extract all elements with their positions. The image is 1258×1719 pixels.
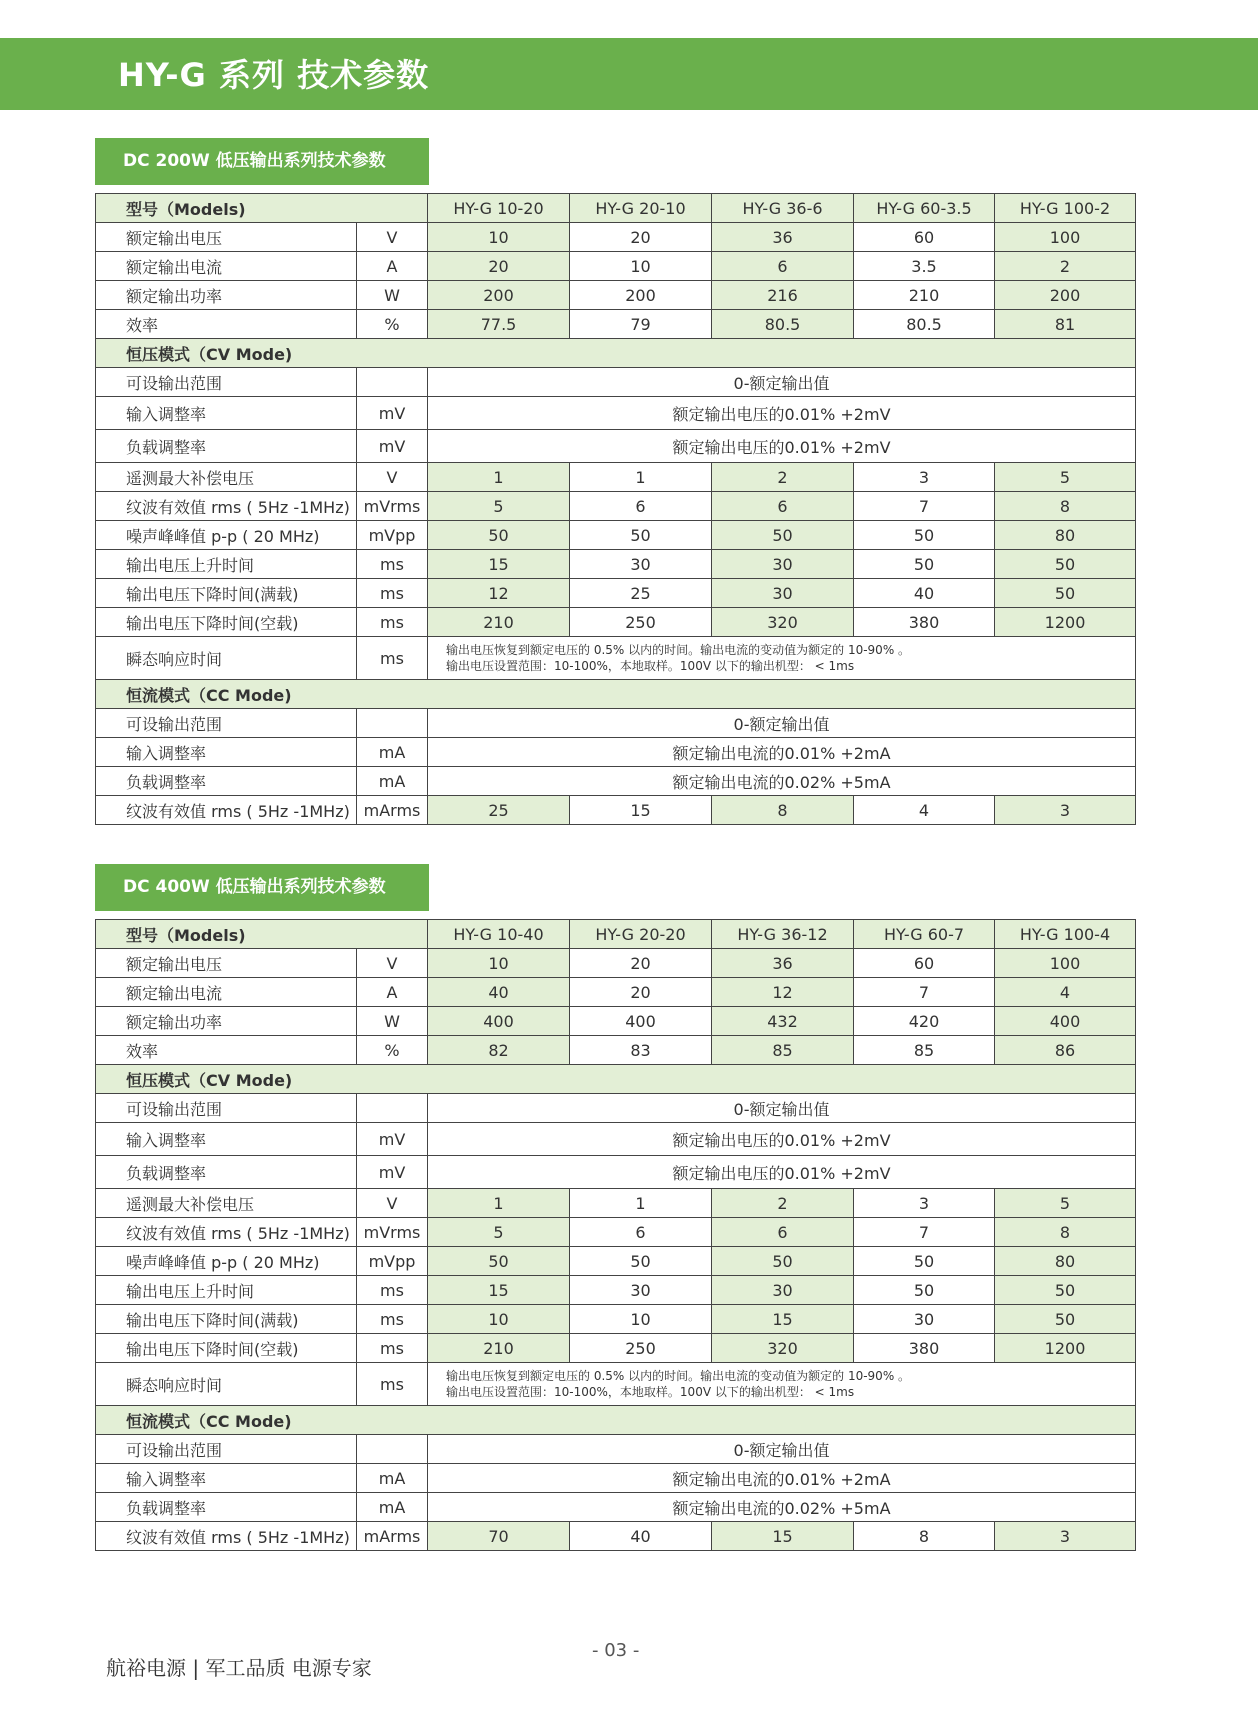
- value-cell: 15: [428, 550, 570, 579]
- value-cell: 36: [712, 223, 854, 252]
- value-cell: 50: [995, 579, 1136, 608]
- model-cell: HY-G 36-6: [712, 194, 854, 223]
- table-row: [96, 978, 1136, 1007]
- value-cell: 3.5: [854, 252, 995, 281]
- param-unit: mArms: [357, 1522, 428, 1551]
- param-name: 额定输出电压: [96, 949, 357, 978]
- param-unit: %: [357, 1036, 428, 1065]
- param-name: 额定输出电流: [96, 978, 357, 1007]
- value-cell: 1: [428, 463, 570, 492]
- table-row: [96, 281, 1136, 310]
- value-cell: 100: [995, 949, 1136, 978]
- param-name: 输出电压上升时间: [96, 550, 357, 579]
- value-cell: 50: [854, 1247, 995, 1276]
- note-line-1: 输出电压恢复到额定电压的 0.5% 以内的时间。输出电流的变动值为额定的 10-90% 。: [446, 1369, 911, 1383]
- value-cell: 40: [570, 1522, 712, 1551]
- value-cell: 7: [854, 978, 995, 1007]
- table-row: [96, 310, 1136, 339]
- value-cell: 10: [428, 1305, 570, 1334]
- value-cell: 50: [995, 1305, 1136, 1334]
- merged-value: 额定输出电压的0.01% +2mV: [428, 1156, 1136, 1189]
- table-row: [96, 1156, 1136, 1189]
- table-row: [96, 738, 1136, 767]
- transient-note: [428, 1363, 1136, 1406]
- value-cell: 200: [570, 281, 712, 310]
- value-cell: 30: [712, 550, 854, 579]
- param-unit: mVpp: [357, 1247, 428, 1276]
- param-name: 遥测最大补偿电压: [96, 1189, 357, 1218]
- param-name: 输出电压下降时间(空载): [96, 608, 357, 637]
- model-cell: HY-G 36-12: [712, 920, 854, 949]
- page-title: HY-G 系列 技术参数: [118, 56, 430, 94]
- value-cell: 80.5: [854, 310, 995, 339]
- cc-mode-header: [96, 1406, 1136, 1435]
- table-row: [96, 1036, 1136, 1065]
- value-cell: 40: [428, 978, 570, 1007]
- value-cell: 1200: [995, 608, 1136, 637]
- cc-mode-label: 恒流模式（CC Mode): [96, 680, 1136, 709]
- value-cell: 200: [995, 281, 1136, 310]
- value-cell: 5: [995, 1189, 1136, 1218]
- param-unit: W: [357, 1007, 428, 1036]
- table-row: [96, 1334, 1136, 1363]
- param-name: 效率: [96, 310, 357, 339]
- value-cell: 30: [570, 550, 712, 579]
- param-unit: mA: [357, 767, 428, 796]
- value-cell: 20: [428, 252, 570, 281]
- value-cell: 50: [995, 1276, 1136, 1305]
- value-cell: 420: [854, 1007, 995, 1036]
- param-unit: V: [357, 1189, 428, 1218]
- value-cell: 7: [854, 492, 995, 521]
- table-row: [96, 1493, 1136, 1522]
- table-row: [96, 1435, 1136, 1464]
- value-cell: 3: [854, 463, 995, 492]
- value-cell: 210: [428, 1334, 570, 1363]
- param-unit: ms: [357, 1276, 428, 1305]
- table-row: [96, 637, 1136, 680]
- table-row: [96, 1464, 1136, 1493]
- param-name: 输入调整率: [96, 738, 357, 767]
- value-cell: 81: [995, 310, 1136, 339]
- value-cell: 2: [712, 1189, 854, 1218]
- value-cell: 200: [428, 281, 570, 310]
- merged-value: 额定输出电压的0.01% +2mV: [428, 397, 1136, 430]
- param-name: 负载调整率: [96, 767, 357, 796]
- value-cell: 83: [570, 1036, 712, 1065]
- value-cell: 6: [712, 1218, 854, 1247]
- value-cell: 216: [712, 281, 854, 310]
- table-row: [96, 521, 1136, 550]
- value-cell: 30: [712, 1276, 854, 1305]
- param-unit: ms: [357, 550, 428, 579]
- param-name: 可设输出范围: [96, 1435, 357, 1464]
- section-title-400w: DC 400W 低压输出系列技术参数: [95, 864, 429, 911]
- param-unit: mV: [357, 430, 428, 463]
- table-row: [96, 1123, 1136, 1156]
- spec-table-400w: [95, 919, 1136, 1551]
- value-cell: 12: [712, 978, 854, 1007]
- table-row: [96, 430, 1136, 463]
- cv-mode-header: [96, 339, 1136, 368]
- cv-mode-label: 恒压模式（CV Mode): [96, 1065, 1136, 1094]
- footer-slogan: 航裕电源 | 军工品质 电源专家: [106, 1656, 372, 1680]
- value-cell: 20: [570, 978, 712, 1007]
- value-cell: 50: [570, 521, 712, 550]
- param-unit: ms: [357, 1363, 428, 1406]
- param-unit: mA: [357, 738, 428, 767]
- value-cell: 6: [570, 492, 712, 521]
- param-unit: V: [357, 463, 428, 492]
- cv-mode-label: 恒压模式（CV Mode): [96, 339, 1136, 368]
- merged-value: 额定输出电流的0.02% +5mA: [428, 767, 1136, 796]
- param-unit: mV: [357, 397, 428, 430]
- value-cell: 82: [428, 1036, 570, 1065]
- page-number: - 03 -: [592, 1640, 640, 1661]
- param-name: 效率: [96, 1036, 357, 1065]
- merged-value: 0-额定输出值: [428, 1094, 1136, 1123]
- value-cell: 80: [995, 521, 1136, 550]
- param-unit: V: [357, 949, 428, 978]
- value-cell: 8: [995, 1218, 1136, 1247]
- value-cell: 50: [712, 521, 854, 550]
- value-cell: 85: [712, 1036, 854, 1065]
- cv-mode-header: [96, 1065, 1136, 1094]
- table-row: [96, 1522, 1136, 1551]
- param-name: 额定输出电压: [96, 223, 357, 252]
- param-name: 输入调整率: [96, 1464, 357, 1493]
- value-cell: 85: [854, 1036, 995, 1065]
- param-name: 纹波有效值 rms ( 5Hz -1MHz): [96, 492, 357, 521]
- value-cell: 77.5: [428, 310, 570, 339]
- table-row: [96, 579, 1136, 608]
- value-cell: 36: [712, 949, 854, 978]
- value-cell: 6: [712, 492, 854, 521]
- table-row: [96, 223, 1136, 252]
- value-cell: 70: [428, 1522, 570, 1551]
- param-name: 遥测最大补偿电压: [96, 463, 357, 492]
- merged-value: 额定输出电流的0.01% +2mA: [428, 1464, 1136, 1493]
- value-cell: 15: [712, 1305, 854, 1334]
- param-name: 输出电压下降时间(满载): [96, 1305, 357, 1334]
- model-cell: HY-G 60-3.5: [854, 194, 995, 223]
- param-name: 瞬态响应时间: [96, 637, 357, 680]
- value-cell: 25: [428, 796, 570, 825]
- value-cell: 320: [712, 608, 854, 637]
- value-cell: 50: [428, 1247, 570, 1276]
- value-cell: 10: [428, 949, 570, 978]
- table-row: [96, 1305, 1136, 1334]
- param-unit: mVrms: [357, 1218, 428, 1247]
- table-row: [96, 1094, 1136, 1123]
- param-unit: ms: [357, 608, 428, 637]
- table-row: [96, 368, 1136, 397]
- param-name: 噪声峰峰值 p-p ( 20 MHz): [96, 1247, 357, 1276]
- value-cell: 10: [570, 1305, 712, 1334]
- param-unit: ms: [357, 1334, 428, 1363]
- merged-value: 额定输出电流的0.01% +2mA: [428, 738, 1136, 767]
- param-name: 输出电压下降时间(满载): [96, 579, 357, 608]
- param-unit: mA: [357, 1493, 428, 1522]
- value-cell: 400: [995, 1007, 1136, 1036]
- model-cell: HY-G 20-10: [570, 194, 712, 223]
- model-cell: HY-G 60-7: [854, 920, 995, 949]
- param-name: 输出电压下降时间(空载): [96, 1334, 357, 1363]
- param-unit: [357, 368, 428, 397]
- value-cell: 400: [428, 1007, 570, 1036]
- model-cell: HY-G 10-40: [428, 920, 570, 949]
- value-cell: 10: [428, 223, 570, 252]
- value-cell: 1: [428, 1189, 570, 1218]
- note-line-1: 输出电压恢复到额定电压的 0.5% 以内的时间。输出电流的变动值为额定的 10-90% 。: [446, 643, 911, 657]
- value-cell: 1: [570, 463, 712, 492]
- table-row: [96, 949, 1136, 978]
- value-cell: 30: [570, 1276, 712, 1305]
- value-cell: 60: [854, 223, 995, 252]
- param-name: 负载调整率: [96, 1156, 357, 1189]
- value-cell: 2: [712, 463, 854, 492]
- value-cell: 8: [854, 1522, 995, 1551]
- param-unit: mArms: [357, 796, 428, 825]
- models-label: 型号（Models): [96, 920, 428, 949]
- value-cell: 100: [995, 223, 1136, 252]
- param-unit: V: [357, 223, 428, 252]
- param-unit: A: [357, 252, 428, 281]
- value-cell: 50: [854, 550, 995, 579]
- value-cell: 10: [570, 252, 712, 281]
- param-unit: [357, 1094, 428, 1123]
- value-cell: 7: [854, 1218, 995, 1247]
- table-row: [96, 1007, 1136, 1036]
- param-unit: W: [357, 281, 428, 310]
- value-cell: 20: [570, 949, 712, 978]
- value-cell: 86: [995, 1036, 1136, 1065]
- param-unit: ms: [357, 1305, 428, 1334]
- param-name: 额定输出功率: [96, 281, 357, 310]
- value-cell: 50: [712, 1247, 854, 1276]
- param-unit: [357, 709, 428, 738]
- param-name: 可设输出范围: [96, 1094, 357, 1123]
- table-row: [96, 1363, 1136, 1406]
- value-cell: 20: [570, 223, 712, 252]
- param-name: 纹波有效值 rms ( 5Hz -1MHz): [96, 796, 357, 825]
- value-cell: 50: [570, 1247, 712, 1276]
- spec-table-200w: [95, 193, 1136, 825]
- param-name: 额定输出电流: [96, 252, 357, 281]
- param-name: 输出电压上升时间: [96, 1276, 357, 1305]
- value-cell: 4: [995, 978, 1136, 1007]
- param-unit: mVrms: [357, 492, 428, 521]
- value-cell: 2: [995, 252, 1136, 281]
- table-row: [96, 1247, 1136, 1276]
- transient-note: [428, 637, 1136, 680]
- model-cell: HY-G 10-20: [428, 194, 570, 223]
- table-row: [96, 709, 1136, 738]
- value-cell: 3: [995, 1522, 1136, 1551]
- value-cell: 380: [854, 1334, 995, 1363]
- table-row: [96, 1218, 1136, 1247]
- value-cell: 380: [854, 608, 995, 637]
- value-cell: 15: [712, 1522, 854, 1551]
- merged-value: 0-额定输出值: [428, 1435, 1136, 1464]
- param-name: 输入调整率: [96, 397, 357, 430]
- param-name: 额定输出功率: [96, 1007, 357, 1036]
- value-cell: 400: [570, 1007, 712, 1036]
- note-line-2: 输出电压设置范围：10-100%，本地取样。100V 以下的输出机型： < 1ms: [446, 1385, 855, 1399]
- param-unit: ms: [357, 579, 428, 608]
- value-cell: 15: [570, 796, 712, 825]
- value-cell: 432: [712, 1007, 854, 1036]
- param-name: 可设输出范围: [96, 709, 357, 738]
- merged-value: 0-额定输出值: [428, 368, 1136, 397]
- param-name: 负载调整率: [96, 430, 357, 463]
- model-cell: HY-G 20-20: [570, 920, 712, 949]
- table-row: [96, 608, 1136, 637]
- value-cell: 50: [428, 521, 570, 550]
- param-name: 纹波有效值 rms ( 5Hz -1MHz): [96, 1522, 357, 1551]
- table-row: [96, 252, 1136, 281]
- merged-value: 额定输出电压的0.01% +2mV: [428, 430, 1136, 463]
- cc-mode-header: [96, 680, 1136, 709]
- value-cell: 3: [995, 796, 1136, 825]
- table-row: [96, 1276, 1136, 1305]
- param-unit: mV: [357, 1123, 428, 1156]
- value-cell: 210: [854, 281, 995, 310]
- models-label: 型号（Models): [96, 194, 428, 223]
- param-unit: A: [357, 978, 428, 1007]
- table-row: [96, 796, 1136, 825]
- value-cell: 1200: [995, 1334, 1136, 1363]
- value-cell: 8: [995, 492, 1136, 521]
- table-row: [96, 767, 1136, 796]
- value-cell: 60: [854, 949, 995, 978]
- merged-value: 额定输出电压的0.01% +2mV: [428, 1123, 1136, 1156]
- param-name: 噪声峰峰值 p-p ( 20 MHz): [96, 521, 357, 550]
- value-cell: 30: [712, 579, 854, 608]
- value-cell: 250: [570, 608, 712, 637]
- value-cell: 6: [570, 1218, 712, 1247]
- value-cell: 4: [854, 796, 995, 825]
- param-name: 瞬态响应时间: [96, 1363, 357, 1406]
- param-name: 输入调整率: [96, 1123, 357, 1156]
- param-unit: mVpp: [357, 521, 428, 550]
- model-cell: HY-G 100-4: [995, 920, 1136, 949]
- models-row: [96, 920, 1136, 949]
- table-row: [96, 1189, 1136, 1218]
- value-cell: 6: [712, 252, 854, 281]
- value-cell: 40: [854, 579, 995, 608]
- value-cell: 1: [570, 1189, 712, 1218]
- value-cell: 5: [995, 463, 1136, 492]
- value-cell: 3: [854, 1189, 995, 1218]
- value-cell: 12: [428, 579, 570, 608]
- table-row: [96, 550, 1136, 579]
- merged-value: 额定输出电流的0.02% +5mA: [428, 1493, 1136, 1522]
- note-line-2: 输出电压设置范围：10-100%，本地取样。100V 以下的输出机型： < 1ms: [446, 659, 855, 673]
- section-title-200w: DC 200W 低压输出系列技术参数: [95, 138, 429, 185]
- param-unit: %: [357, 310, 428, 339]
- value-cell: 50: [854, 521, 995, 550]
- param-unit: mV: [357, 1156, 428, 1189]
- param-name: 负载调整率: [96, 1493, 357, 1522]
- table-row: [96, 463, 1136, 492]
- table-row: [96, 397, 1136, 430]
- param-unit: [357, 1435, 428, 1464]
- value-cell: 8: [712, 796, 854, 825]
- value-cell: 210: [428, 608, 570, 637]
- value-cell: 320: [712, 1334, 854, 1363]
- value-cell: 15: [428, 1276, 570, 1305]
- param-unit: ms: [357, 637, 428, 680]
- value-cell: 50: [854, 1276, 995, 1305]
- param-unit: mA: [357, 1464, 428, 1493]
- value-cell: 5: [428, 492, 570, 521]
- param-name: 纹波有效值 rms ( 5Hz -1MHz): [96, 1218, 357, 1247]
- value-cell: 80.5: [712, 310, 854, 339]
- table-row: [96, 492, 1136, 521]
- param-name: 可设输出范围: [96, 368, 357, 397]
- value-cell: 250: [570, 1334, 712, 1363]
- model-cell: HY-G 100-2: [995, 194, 1136, 223]
- merged-value: 0-额定输出值: [428, 709, 1136, 738]
- value-cell: 50: [995, 550, 1136, 579]
- value-cell: 30: [854, 1305, 995, 1334]
- value-cell: 5: [428, 1218, 570, 1247]
- models-row: [96, 194, 1136, 223]
- value-cell: 25: [570, 579, 712, 608]
- value-cell: 80: [995, 1247, 1136, 1276]
- value-cell: 79: [570, 310, 712, 339]
- cc-mode-label: 恒流模式（CC Mode): [96, 1406, 1136, 1435]
